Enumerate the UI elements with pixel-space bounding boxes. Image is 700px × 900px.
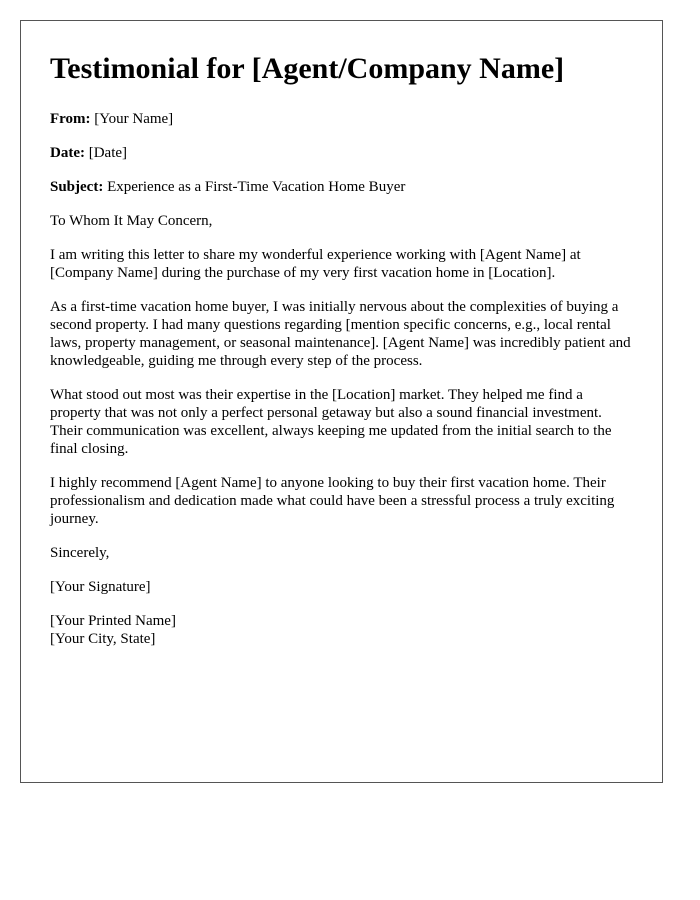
letter-title: Testimonial for [Agent/Company Name] <box>50 52 565 85</box>
date-value: [Date] <box>84 145 128 161</box>
salutation: To Whom It May Concern, <box>50 213 213 229</box>
body-paragraph: What stood out most was their expertise in the [Location] market. They helped me find a property that was not only a perfect personal getaway but also a sound financial investment. Their communication was excellent, always keeping me updated from the initial search to the final closing. <box>50 387 612 457</box>
subject-value: Experience as a First-Time Vacation Home Buyer <box>103 179 406 195</box>
body-paragraph: As a first-time vacation home buyer, I was initially nervous about the complexities of buying a second property. I had many questions regarding [mention specific concerns, e.g., local rental laws, property management, or seasonal maintenance]. [Agent Name] was incredibly patient and knowledgeable, guiding me through every step of the process. <box>50 299 631 369</box>
city-state: [Your City, State] <box>50 631 156 647</box>
body-paragraph: I highly recommend [Agent Name] to anyone looking to buy their first vacation home. Their professionalism and dedication made what could have been a stressful process a truly exciting journey. <box>50 475 615 527</box>
from-label: From: <box>50 111 91 127</box>
subject-line <box>50 178 633 196</box>
body-paragraph: I am writing this letter to share my wonderful experience working with [Agent Name] at [Company Name] during the purchase of my very first vacation home in [Location]. <box>50 247 581 281</box>
date-label: Date: <box>50 145 85 161</box>
subject-label: Subject: <box>50 179 104 195</box>
closing: Sincerely, <box>50 545 110 561</box>
date-line <box>50 144 633 162</box>
from-line <box>50 110 633 128</box>
printed-name: [Your Printed Name] <box>50 613 176 629</box>
letter <box>20 20 663 783</box>
signature: [Your Signature] <box>50 579 151 595</box>
sender-block <box>50 612 633 648</box>
from-value: [Your Name] <box>90 111 174 127</box>
